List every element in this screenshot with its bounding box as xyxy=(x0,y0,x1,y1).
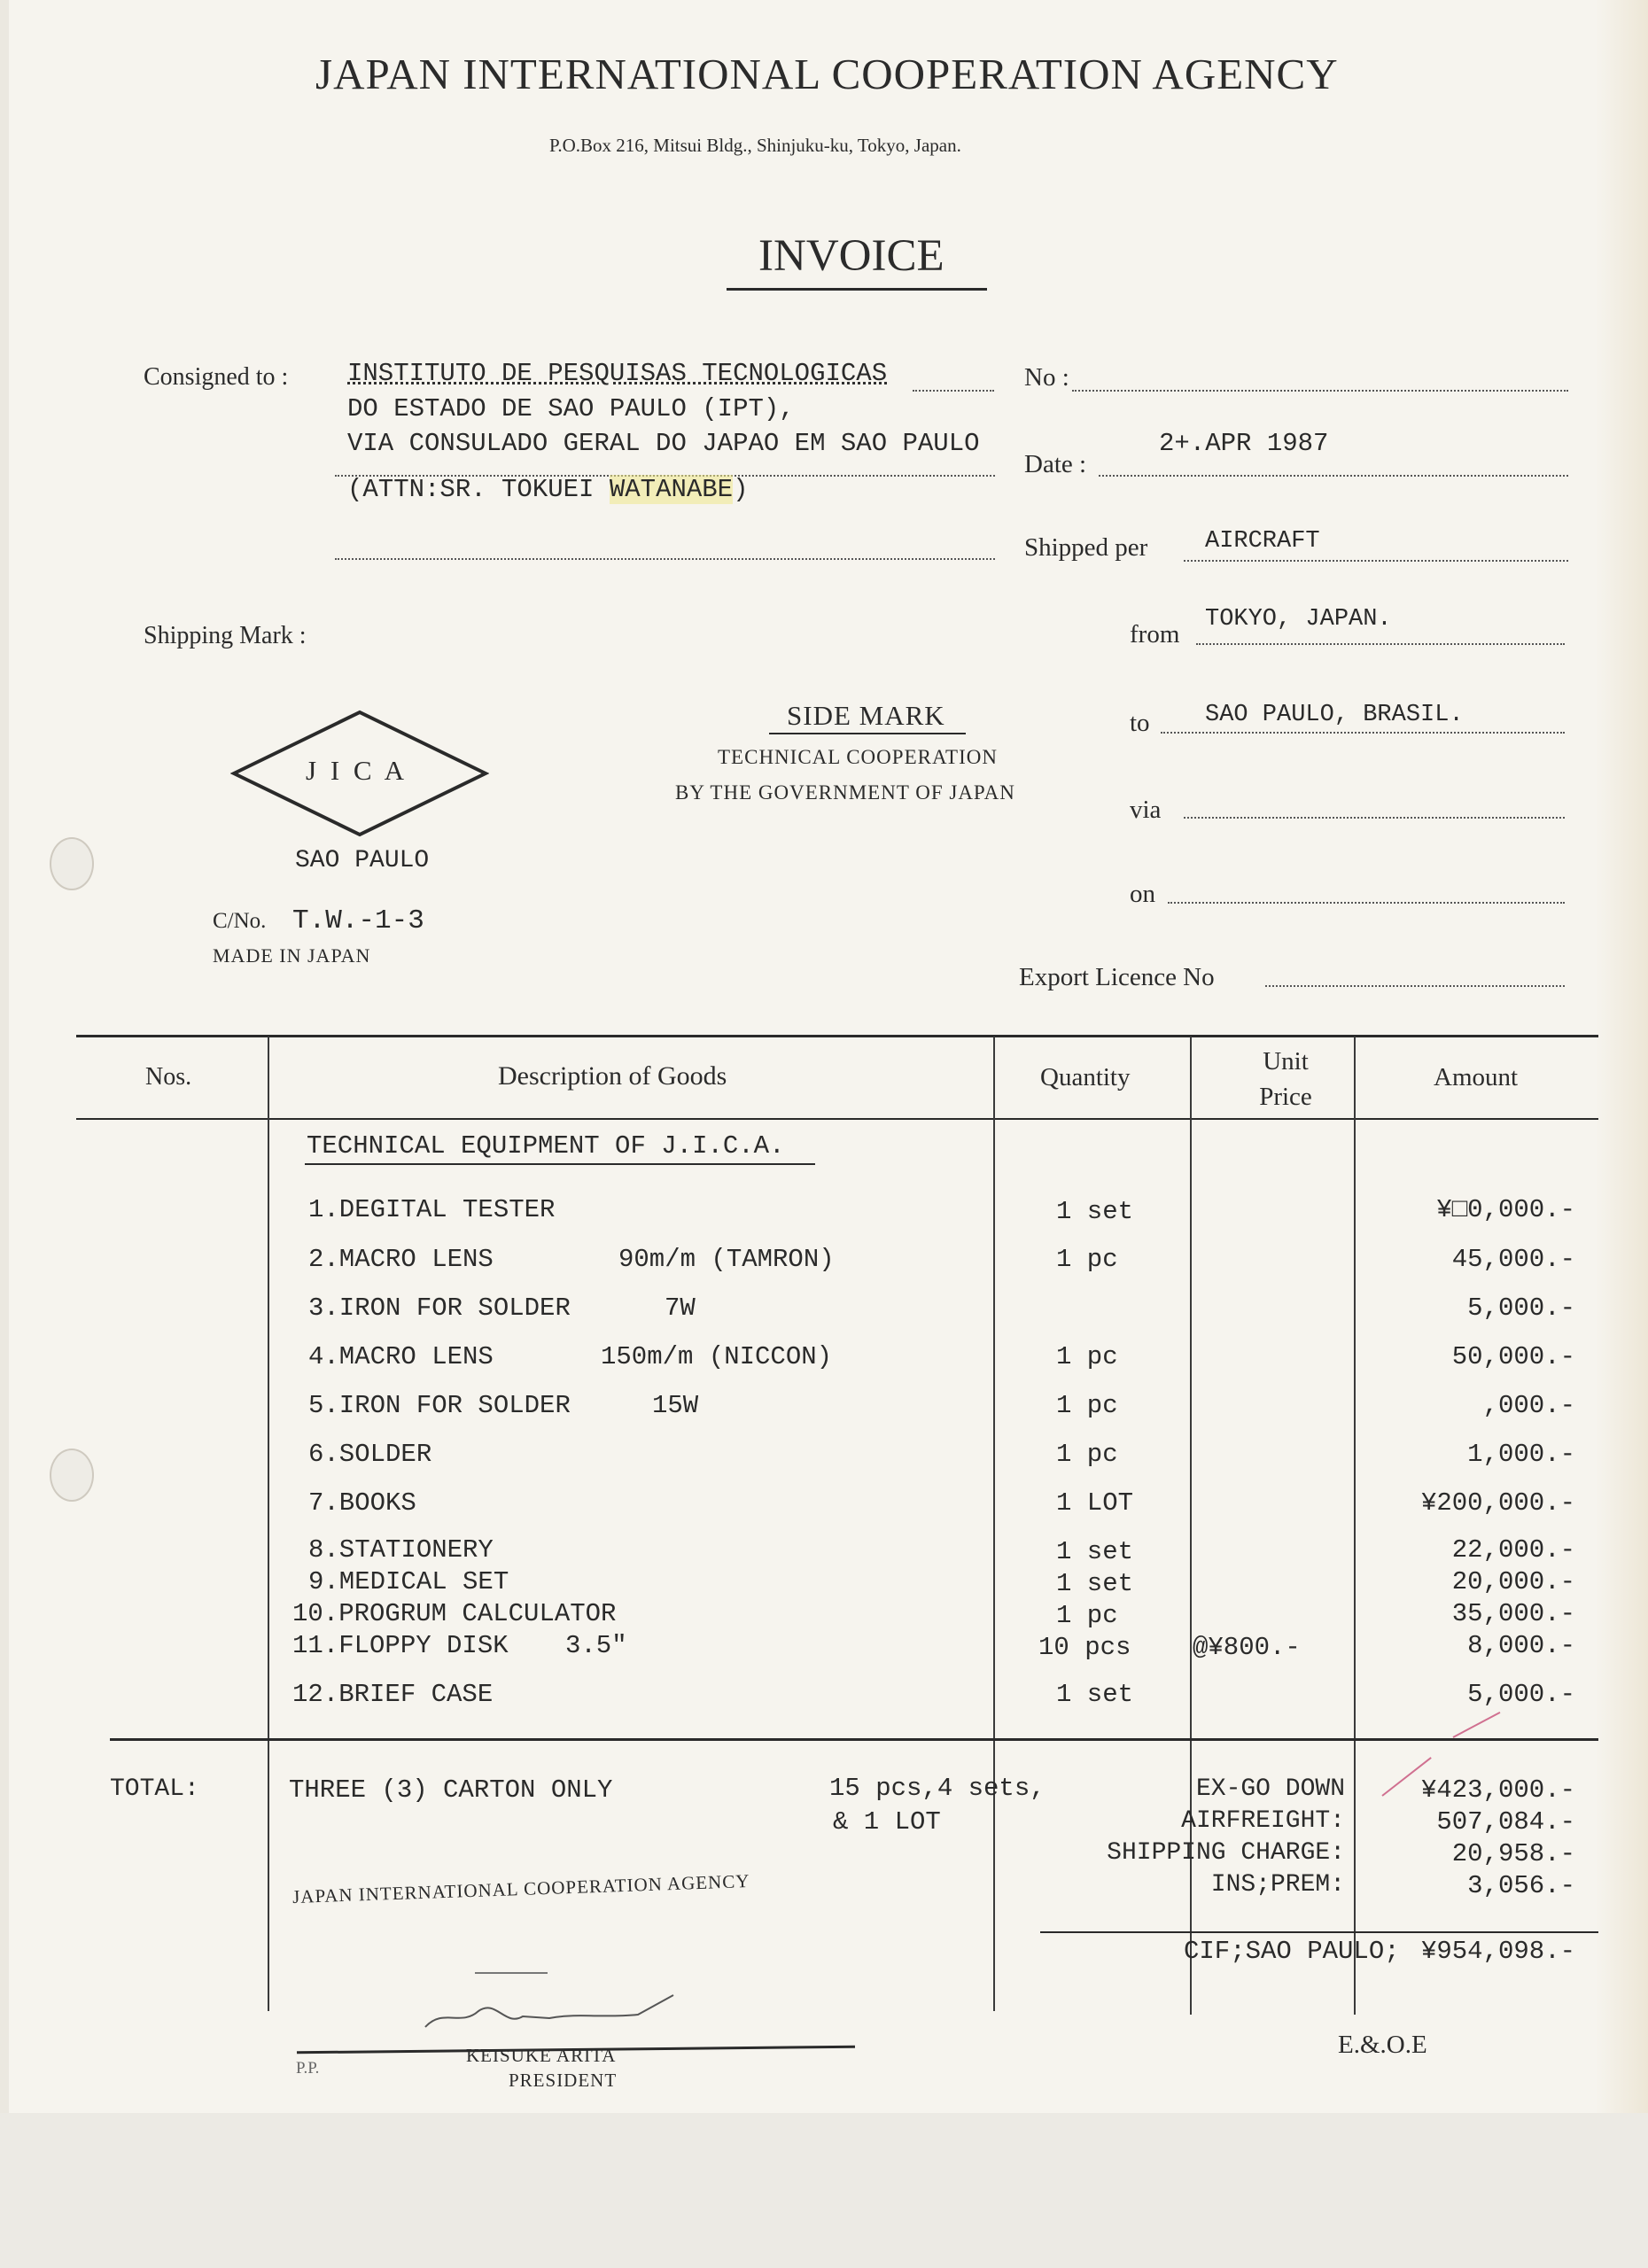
date-label: Date : xyxy=(1024,450,1087,478)
item-quantity: 1 set xyxy=(1056,1537,1134,1566)
item-quantity: 1 set xyxy=(1056,1197,1134,1226)
handwritten-signature xyxy=(416,1992,682,2036)
cif-rule xyxy=(1040,1931,1598,1933)
shipped-value: AIRCRAFT xyxy=(1205,528,1320,555)
section-title-underline xyxy=(305,1163,815,1165)
item-description: 9.MEDICAL SET xyxy=(308,1567,509,1596)
made-in-label: MADE IN JAPAN xyxy=(213,944,371,967)
header-description: Description of Goods xyxy=(498,1061,727,1091)
item-quantity: 1 set xyxy=(1056,1569,1134,1598)
item-description: 1.DEGITAL TESTER xyxy=(308,1195,556,1224)
item-amount: ,000.- xyxy=(1482,1391,1575,1420)
shipping-charge-label: SHIPPING CHARGE: xyxy=(1107,1839,1345,1867)
export-licence-label: Export Licence No xyxy=(1019,963,1215,991)
signature-stroke xyxy=(475,1972,548,1974)
side-mark-line-2: BY THE GOVERNMENT OF JAPAN xyxy=(675,781,1015,804)
col-divider-1 xyxy=(268,1037,269,2011)
item-description: 8.STATIONERY xyxy=(308,1535,494,1565)
item-quantity: 1 set xyxy=(1056,1680,1134,1709)
no-dots xyxy=(1072,390,1568,392)
item-amount: 45,000.- xyxy=(1451,1245,1575,1274)
punch-hole-top xyxy=(50,837,94,890)
to-label: to xyxy=(1130,709,1150,737)
item-amount: ¥200,000.- xyxy=(1420,1488,1575,1518)
item-amount: 35,000.- xyxy=(1451,1599,1575,1628)
total-quantity-line-2: & 1 LOT xyxy=(833,1807,941,1837)
pp-label: P.P. xyxy=(296,2059,320,2078)
scan-background xyxy=(0,2113,1648,2268)
item-quantity: 1 pc xyxy=(1056,1245,1118,1274)
total-cartons: THREE (3) CARTON ONLY xyxy=(289,1775,613,1805)
to-dots xyxy=(1161,732,1565,734)
consignee-line-2: DO ESTADO DE SAO PAULO (IPT), xyxy=(347,394,795,423)
header-unit-price: Unit Price xyxy=(1259,1047,1312,1111)
on-label: on xyxy=(1130,880,1155,908)
item-amount: 5,000.- xyxy=(1467,1680,1575,1709)
signatory-name: KEISUKE ARITA xyxy=(466,2045,617,2066)
side-mark-title: SIDE MARK xyxy=(787,700,945,731)
via-dots xyxy=(1184,817,1565,819)
item-amount: 20,000.- xyxy=(1451,1567,1575,1596)
section-title: TECHNICAL EQUIPMENT OF J.I.C.A. xyxy=(307,1131,785,1161)
side-mark-underline xyxy=(769,733,966,734)
header-quantity: Quantity xyxy=(1040,1063,1131,1091)
totals-top-rule xyxy=(110,1738,1598,1741)
case-number-label: C/No. xyxy=(213,909,267,933)
item-spec: 90m/m (TAMRON) xyxy=(618,1245,835,1274)
item-description: 4.MACRO LENS xyxy=(308,1342,494,1371)
table-header-rule xyxy=(76,1118,1598,1120)
table-top-rule xyxy=(76,1035,1598,1037)
consignee-dots-1 xyxy=(913,390,994,392)
item-description: 10.PROGRUM CALCULATOR xyxy=(292,1599,617,1628)
agency-stamp: JAPAN INTERNATIONAL COOPERATION AGENCY xyxy=(292,1869,750,1908)
item-description: 12.BRIEF CASE xyxy=(292,1680,494,1709)
cif-label: CIF;SAO PAULO; xyxy=(1184,1937,1400,1966)
item-spec: 3.5" xyxy=(565,1631,627,1660)
signatory-title: PRESIDENT xyxy=(509,2070,618,2091)
col-divider-2 xyxy=(993,1037,995,2011)
cif-value: ¥954,098.- xyxy=(1420,1937,1575,1966)
item-amount: 22,000.- xyxy=(1451,1535,1575,1565)
total-quantity-line-1: 15 pcs,4 sets, xyxy=(829,1774,1046,1803)
paper-stain xyxy=(1595,0,1648,2113)
date-value: 2+.APR 1987 xyxy=(1159,429,1329,458)
insurance-premium-label: INS;PREM: xyxy=(1210,1871,1345,1899)
item-description: 6.SOLDER xyxy=(308,1440,432,1469)
item-description: 11.FLOPPY DISK xyxy=(292,1631,509,1660)
consigned-label: Consigned to : xyxy=(144,363,289,391)
consignee-line-3: VIA CONSULADO GERAL DO JAPAO EM SAO PAULO xyxy=(347,429,980,458)
eoe-note: E.&.O.E xyxy=(1338,2031,1427,2059)
header-nos: Nos. xyxy=(145,1063,192,1091)
total-label: TOTAL: xyxy=(110,1775,199,1803)
item-quantity: 1 pc xyxy=(1056,1391,1118,1420)
item-spec: 150m/m (NICCON) xyxy=(601,1342,833,1371)
item-description: 5.IRON FOR SOLDER xyxy=(308,1391,571,1420)
item-quantity: 10 pcs xyxy=(1038,1633,1131,1662)
jica-logo-text: J I C A xyxy=(306,755,408,786)
shipped-label: Shipped per xyxy=(1024,533,1148,562)
to-value: SAO PAULO, BRASIL. xyxy=(1205,702,1464,728)
item-description: 7.BOOKS xyxy=(308,1488,416,1518)
side-mark-line-1: TECHNICAL COOPERATION xyxy=(718,746,998,768)
consignee-line-4: (ATTN:SR. TOKUEI WATANABE) xyxy=(347,475,749,504)
item-amount: 8,000.- xyxy=(1467,1631,1575,1660)
consignee-dots-5 xyxy=(335,558,995,560)
ex-go-down-label: EX-GO DOWN xyxy=(1195,1775,1345,1803)
from-label: from xyxy=(1130,620,1180,649)
item-quantity: 1 LOT xyxy=(1056,1488,1134,1518)
document-title: INVOICE xyxy=(758,231,944,281)
item-amount: 1,000.- xyxy=(1467,1440,1575,1469)
ex-go-down-value: ¥423,000.- xyxy=(1420,1775,1575,1805)
export-licence-dots xyxy=(1265,985,1565,987)
punch-hole-bottom xyxy=(50,1449,94,1502)
item-amount: ¥□0,000.- xyxy=(1436,1195,1575,1224)
from-value: TOKYO, JAPAN. xyxy=(1205,606,1392,633)
col-divider-3 xyxy=(1190,1037,1192,2015)
insurance-premium-value: 3,056.- xyxy=(1467,1871,1575,1900)
item-quantity: 1 pc xyxy=(1056,1601,1118,1630)
item-quantity: 1 pc xyxy=(1056,1440,1118,1469)
shipping-charge-value: 20,958.- xyxy=(1451,1839,1575,1868)
org-address: P.O.Box 216, Mitsui Bldg., Shinjuku-ku, Tokyo, Japan. xyxy=(549,135,961,156)
airfreight-value: 507,084.- xyxy=(1436,1807,1575,1837)
item-description: 3.IRON FOR SOLDER xyxy=(308,1293,571,1323)
item-spec: 7W xyxy=(665,1293,696,1323)
item-description: 2.MACRO LENS xyxy=(308,1245,494,1274)
item-spec: 15W xyxy=(652,1391,699,1420)
airfreight-label: AIRFREIGHT: xyxy=(1181,1807,1345,1835)
on-dots xyxy=(1168,902,1565,904)
case-number-value: T.W.-1-3 xyxy=(292,905,424,936)
shipping-mark-label: Shipping Mark : xyxy=(144,622,307,649)
item-amount: 50,000.- xyxy=(1451,1342,1575,1371)
date-dots xyxy=(1099,475,1568,477)
org-name: JAPAN INTERNATIONAL COOPERATION AGENCY xyxy=(315,50,1339,98)
paper-edge xyxy=(0,0,9,2113)
header-amount: Amount xyxy=(1434,1063,1519,1091)
shipped-dots xyxy=(1184,560,1568,562)
via-label: via xyxy=(1130,796,1162,824)
col-divider-4 xyxy=(1354,1037,1356,2015)
title-underline xyxy=(727,288,987,291)
shipping-mark-city: SAO PAULO xyxy=(295,847,430,874)
from-dots xyxy=(1196,643,1565,645)
consignee-line-1: INSTITUTO DE PESQUISAS TECNOLOGICAS xyxy=(347,359,888,388)
item-unit-price: @¥800.- xyxy=(1193,1633,1301,1662)
no-label: No : xyxy=(1024,363,1069,392)
item-quantity: 1 pc xyxy=(1056,1342,1118,1371)
item-amount: 5,000.- xyxy=(1467,1293,1575,1323)
